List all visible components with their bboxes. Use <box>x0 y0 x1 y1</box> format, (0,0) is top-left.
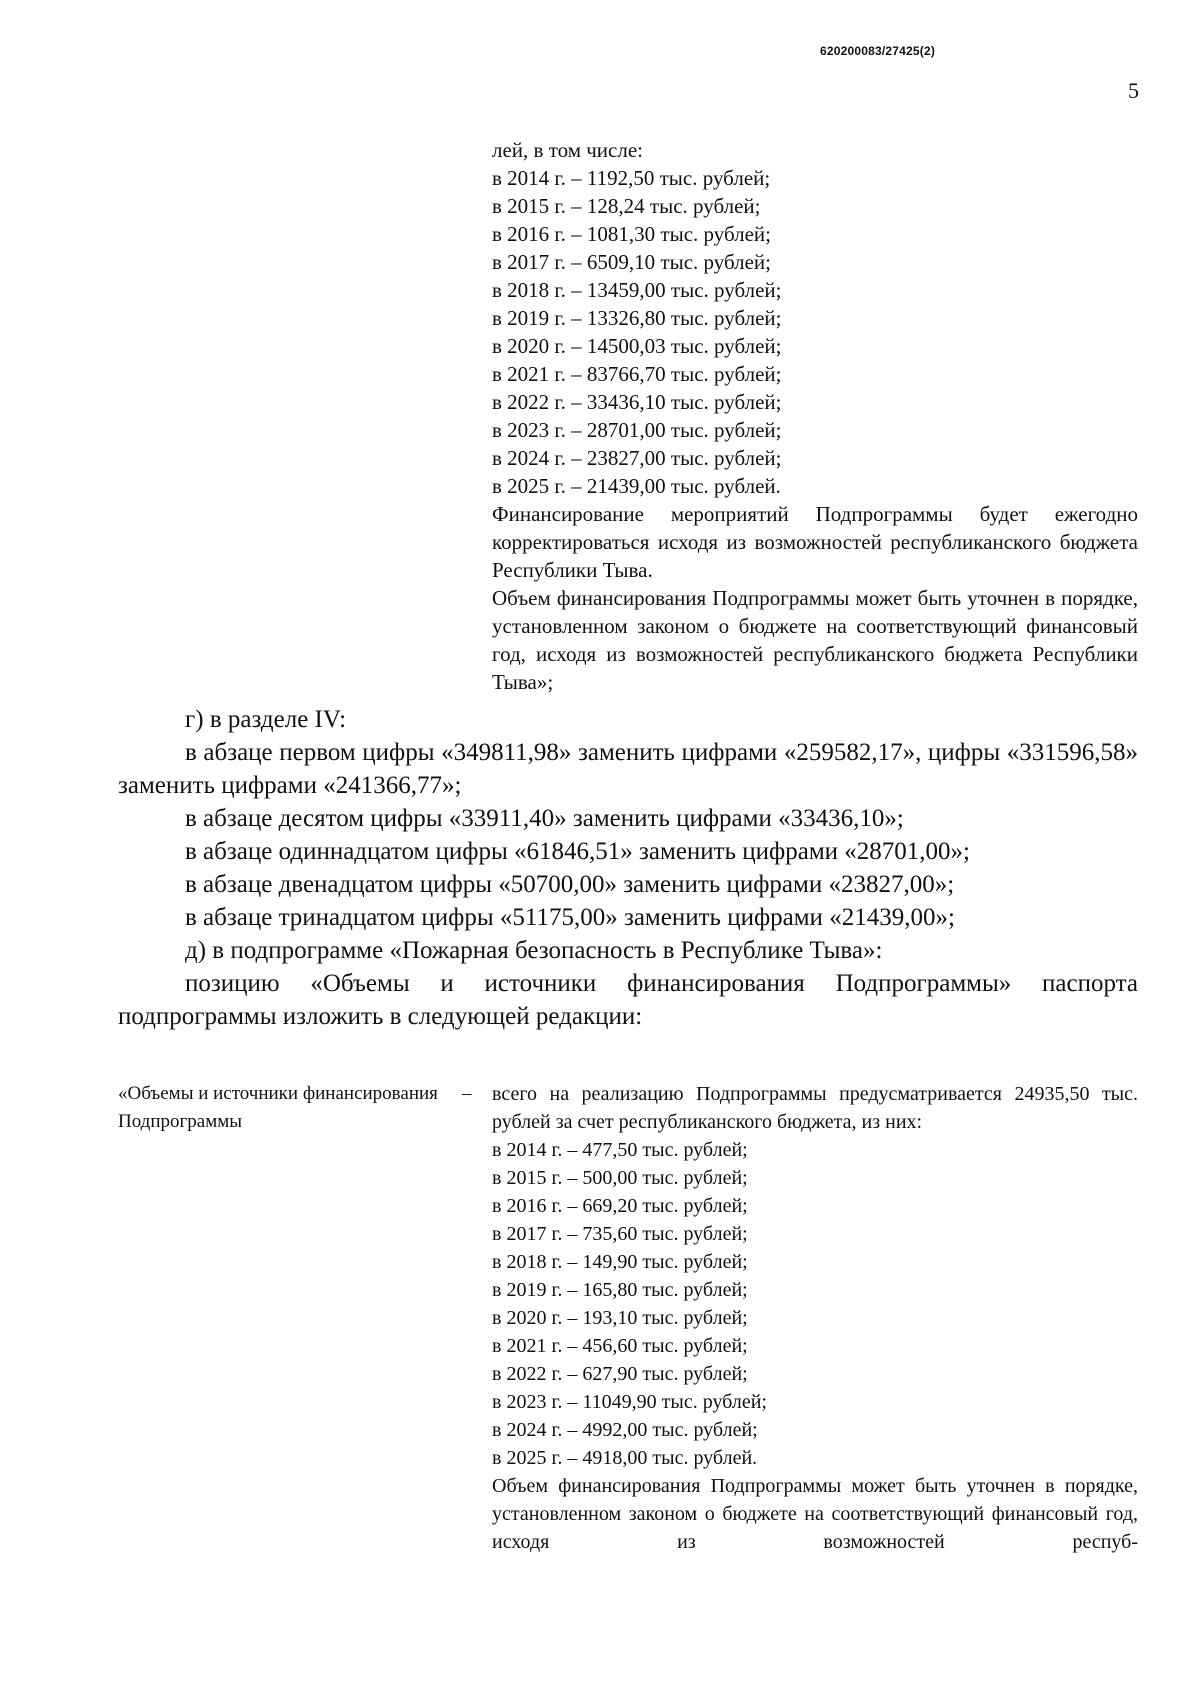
paragraph-tenth-amendment: в абзаце десятом цифры «33911,40» заменить цифрами «33436,10»; <box>185 805 904 832</box>
funding-clarification-note: Объем финансирования Подпрограммы может быть уточнен в порядке, установленном законом о бюджете на соответствующий финансовый год, исходя из возможностей республиканского бюджета Республики Тыва»; <box>492 586 1138 694</box>
funding-year-2016: в 2016 г. – 1081,30 тыс. рублей; <box>492 222 771 246</box>
passport-total: всего на реализацию Подпрограммы предусматривается 24935,50 тыс. рублей за счет республиканского бюджета, из них: <box>492 1083 1138 1133</box>
passport-row-value <box>492 1080 1138 1556</box>
funding-by-year-block <box>492 136 1138 696</box>
funding-year-2023: в 2023 г. – 28701,00 тыс. рублей; <box>492 418 782 442</box>
funding-year-2020: в 2020 г. – 14500,03 тыс. рублей; <box>492 334 782 358</box>
funding-year-2015: в 2015 г. – 128,24 тыс. рублей; <box>492 194 761 218</box>
section-d-heading: д) в подпрограмме «Пожарная безопасность в Республике Тыва»: <box>185 937 883 964</box>
funding-year-2019: в 2019 г. – 13326,80 тыс. рублей; <box>492 306 782 330</box>
passport-year-2023: в 2023 г. – 11049,90 тыс. рублей; <box>492 1391 767 1413</box>
passport-year-2017: в 2017 г. – 735,60 тыс. рублей; <box>492 1223 748 1245</box>
page-number: 5 <box>1128 78 1139 103</box>
amendment-text <box>118 703 1138 1033</box>
funding-year-2021: в 2021 г. – 83766,70 тыс. рублей; <box>492 362 782 386</box>
passport-year-2014: в 2014 г. – 477,50 тыс. рублей; <box>492 1139 748 1161</box>
funding-year-2025: в 2025 г. – 21439,00 тыс. рублей. <box>492 474 781 498</box>
passport-clarification-note: Объем финансирования Подпрограммы может быть уточнен в порядке, установленном законом о бюджете на соответствующий финансовый год, исходя из возможностей респуб- <box>492 1475 1138 1553</box>
paragraph-thirteenth-amendment: в абзаце тринадцатом цифры «51175,00» заменить цифрами «21439,00»; <box>185 904 955 931</box>
passport-year-2018: в 2018 г. – 149,90 тыс. рублей; <box>492 1251 748 1273</box>
funding-year-2018: в 2018 г. – 13459,00 тыс. рублей; <box>492 278 782 302</box>
document-id: 620200083/27425(2) <box>820 44 936 58</box>
passport-year-2019: в 2019 г. – 165,80 тыс. рублей; <box>492 1279 748 1301</box>
passport-row-dash: – <box>462 1083 472 1104</box>
passport-year-2020: в 2020 г. – 193,10 тыс. рублей; <box>492 1307 748 1329</box>
paragraph-first-amendment: в абзаце первом цифры «349811,98» заменить цифрами «259582,17», цифры «331596,58» заменить цифрами «241366,77»; <box>118 739 1138 799</box>
passport-position-instruction: позицию «Объемы и источники финансирования Подпрограммы» паспорта подпрограммы изложить в следующей редакции: <box>118 970 1138 1030</box>
passport-year-2022: в 2022 г. – 627,90 тыс. рублей; <box>492 1363 748 1385</box>
passport-year-2016: в 2016 г. – 669,20 тыс. рублей; <box>492 1195 748 1217</box>
funding-year-2017: в 2017 г. – 6509,10 тыс. рублей; <box>492 250 771 274</box>
passport-year-2025: в 2025 г. – 4918,00 тыс. рублей. <box>492 1447 758 1469</box>
paragraph-twelfth-amendment: в абзаце двенадцатом цифры «50700,00» заменить цифрами «23827,00»; <box>185 871 955 898</box>
passport-year-2021: в 2021 г. – 456,60 тыс. рублей; <box>492 1335 748 1357</box>
passport-year-2015: в 2015 г. – 500,00 тыс. рублей; <box>492 1167 748 1189</box>
funding-year-2014: в 2014 г. – 1192,50 тыс. рублей; <box>492 166 771 190</box>
paragraph-eleventh-amendment: в абзаце одиннадцатом цифры «61846,51» заменить цифрами «28701,00»; <box>185 838 970 865</box>
funding-year-2022: в 2022 г. – 33436,10 тыс. рублей; <box>492 390 782 414</box>
funding-year-2024: в 2024 г. – 23827,00 тыс. рублей; <box>492 446 782 470</box>
section-g-heading: г) в разделе IV: <box>185 706 347 733</box>
funding-adjustment-note: Финансирование мероприятий Подпрограммы будет ежегодно корректироваться исходя из возможностей республиканского бюджета Республики Тыва. <box>492 502 1138 582</box>
passport-year-2024: в 2024 г. – 4992,00 тыс. рублей; <box>492 1419 758 1441</box>
funding-intro: лей, в том числе: <box>492 138 643 162</box>
passport-row-label: «Объемы и источники финансирования Подпрограммы <box>118 1083 438 1132</box>
